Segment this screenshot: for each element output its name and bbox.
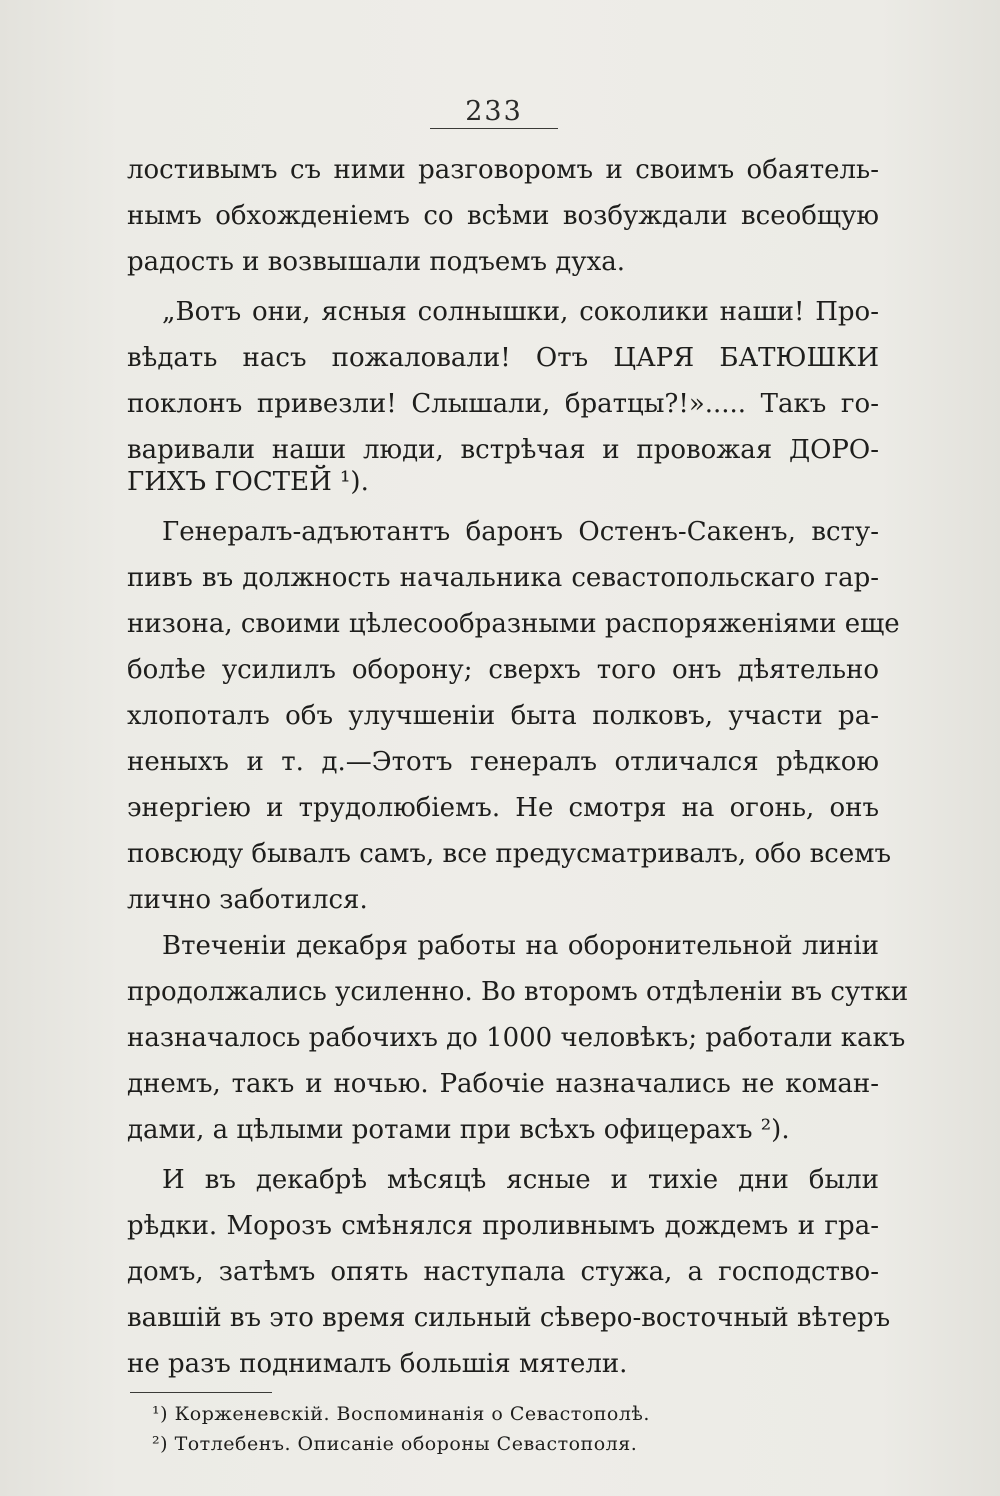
text-line: „Вотъ они, ясныя солнышки, соколики наши! Про-	[162, 297, 879, 327]
text-line: лостивымъ съ ними разговоромъ и своимъ обаятель-	[127, 155, 879, 185]
footnote: ¹) Корженевскій. Воспоминанія о Севастополѣ.	[152, 1403, 650, 1425]
text-line: продолжались усиленно. Во второмъ отдѣленіи въ сутки	[127, 977, 909, 1007]
text-line: хлопоталъ объ улучшеніи быта полковъ, участи ра-	[127, 701, 879, 731]
text-line: болѣе усилилъ оборону; сверхъ того онъ дѣятельно	[127, 655, 879, 685]
text-line: дами, а цѣлыми ротами при всѣхъ офицерахъ ²).	[127, 1115, 790, 1145]
text-line: ГИХЪ ГОСТЕЙ ¹).	[127, 467, 369, 497]
text-line: вѣдать насъ пожаловали! Отъ ЦАРЯ БАТЮШКИ	[127, 343, 879, 373]
text-line: домъ, затѣмъ опять наступала стужа, а господство-	[127, 1257, 879, 1287]
text-line: назначалось рабочихъ до 1000 человѣкъ; работали какъ	[127, 1023, 906, 1053]
text-line: неныхъ и т. д.—Этотъ генералъ отличался рѣдкою	[127, 747, 879, 777]
text-line: низона, своими цѣлесообразными распоряженіями еще	[127, 609, 900, 639]
text-line: вавшій въ это время сильный сѣверо-восточный вѣтеръ	[127, 1303, 891, 1333]
text-line: энергіею и трудолюбіемъ. Не смотря на огонь, онъ	[127, 793, 879, 823]
text-line: днемъ, такъ и ночью. Рабочіе назначались не коман-	[127, 1069, 879, 1099]
text-line: поклонъ привезли! Слышали, братцы?!»..... Такъ го-	[127, 389, 879, 419]
text-line: Генералъ-адъютантъ баронъ Остенъ-Сакенъ, всту-	[162, 517, 879, 547]
text-line: И въ декабрѣ мѣсяцѣ ясные и тихіе дни были	[162, 1165, 879, 1195]
footnote-rule	[130, 1392, 272, 1393]
header-rule	[430, 128, 558, 129]
text-line: рѣдки. Морозъ смѣнялся проливнымъ дождемъ и гра-	[127, 1211, 879, 1241]
text-line: нымъ обхожденіемъ со всѣми возбуждали всеобщую	[127, 201, 879, 231]
text-line: не разъ поднималъ большія мятели.	[127, 1349, 628, 1379]
page-number: 233	[465, 96, 523, 127]
text-line: повсюду бывалъ самъ, все предусматривалъ, обо всемъ	[127, 839, 892, 869]
text-line: лично заботился.	[127, 885, 368, 915]
footnote: ²) Тотлебенъ. Описаніе обороны Севастополя.	[152, 1433, 638, 1455]
text-line: варивали наши люди, встрѣчая и провожая ДОРО-	[127, 435, 879, 465]
text-line: Втеченіи декабря работы на оборонительной линіи	[162, 931, 879, 961]
text-line: пивъ въ должность начальника севастопольскаго гар-	[127, 563, 879, 593]
text-line: радость и возвышали подъемъ духа.	[127, 247, 626, 277]
